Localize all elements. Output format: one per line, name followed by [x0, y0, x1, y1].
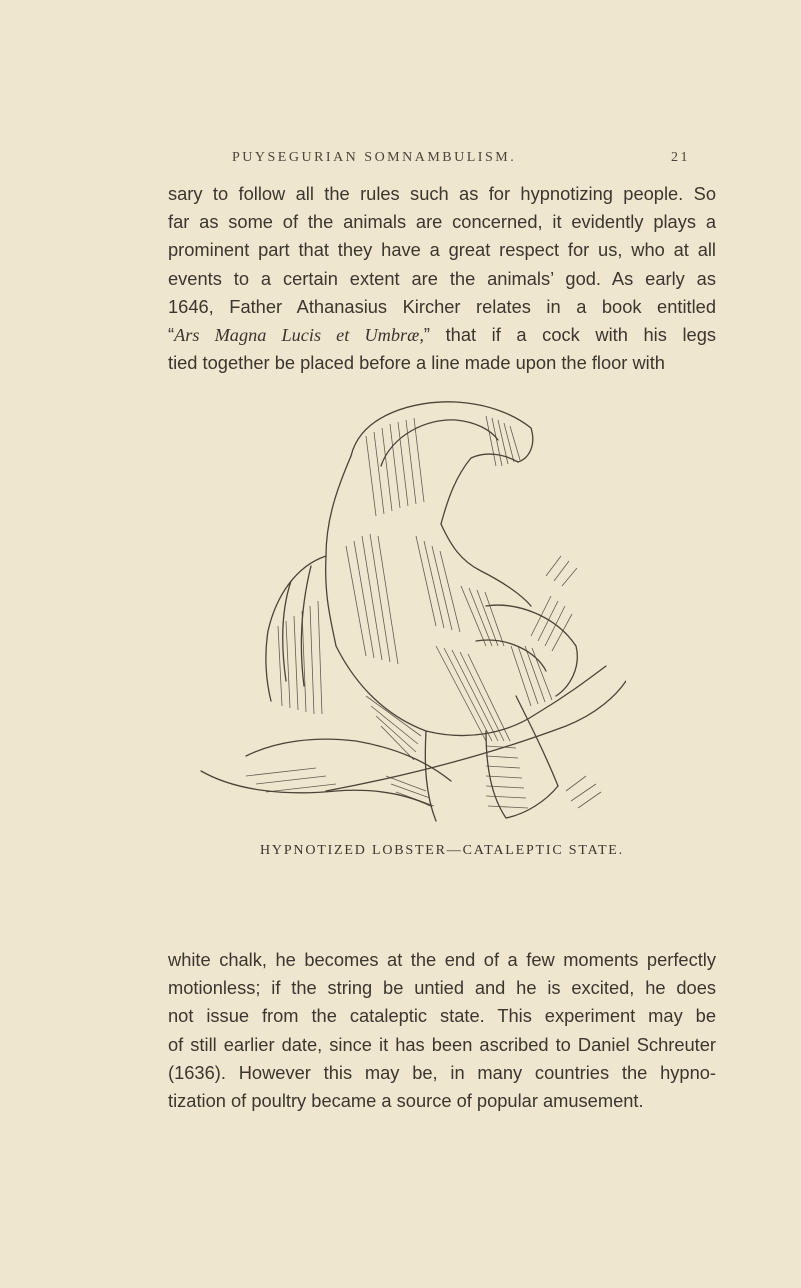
tail-outline — [425, 731, 436, 821]
figure-caption: HYPNOTIZED LOBSTER—CATALEPTIC STATE. — [260, 843, 624, 858]
open-quote: “ — [168, 324, 175, 346]
text-line: prominent part that they have a great respect for us, who at all — [168, 239, 716, 261]
text-line: white chalk, he becomes at the end of a few moments perfectly — [168, 949, 716, 970]
text-line: motionless; if the string be untied and he is excited, he does — [168, 977, 716, 999]
tail-outline — [246, 739, 451, 781]
text-line: tization of poultry became a source of popular amusement. — [168, 1090, 644, 1112]
lobster-illustration — [186, 396, 626, 828]
text-line: events to a certain extent are the animals’ god. As early as — [168, 267, 716, 289]
text-line-rest: ” that if a cock with his legs — [423, 324, 716, 346]
paragraph-top — [168, 180, 716, 377]
running-head-title: PUYSEGURIAN SOMNAMBULISM. — [232, 150, 517, 165]
page-number: 21 — [671, 150, 690, 165]
text-line: (1636). However this may be, in many countries the hypno- — [168, 1061, 716, 1083]
text-line: sary to follow all the rules such as for hypnotizing people. So — [168, 183, 716, 204]
text-line: of still earlier date, since it has been ascribed to Daniel Schreuter — [168, 1033, 716, 1055]
book-title: Ars Magna Lucis et Umbræ, — [174, 325, 424, 346]
leg-outline — [266, 556, 326, 701]
text-line: tied together be placed before a line made upon the floor with — [168, 352, 665, 374]
text-line: far as some of the animals are concerned, it evidently plays a — [168, 211, 716, 233]
segment-outline — [476, 640, 546, 671]
segment-outline — [486, 605, 577, 696]
text-line: not issue from the cataleptic state. This experiment may be — [168, 1005, 716, 1027]
text-line: 1646, Father Athanasius Kircher relates in a book entitled — [168, 295, 716, 317]
paragraph-bottom — [168, 946, 716, 1115]
text-line-with-title — [168, 321, 716, 349]
tail-outline — [486, 731, 558, 818]
